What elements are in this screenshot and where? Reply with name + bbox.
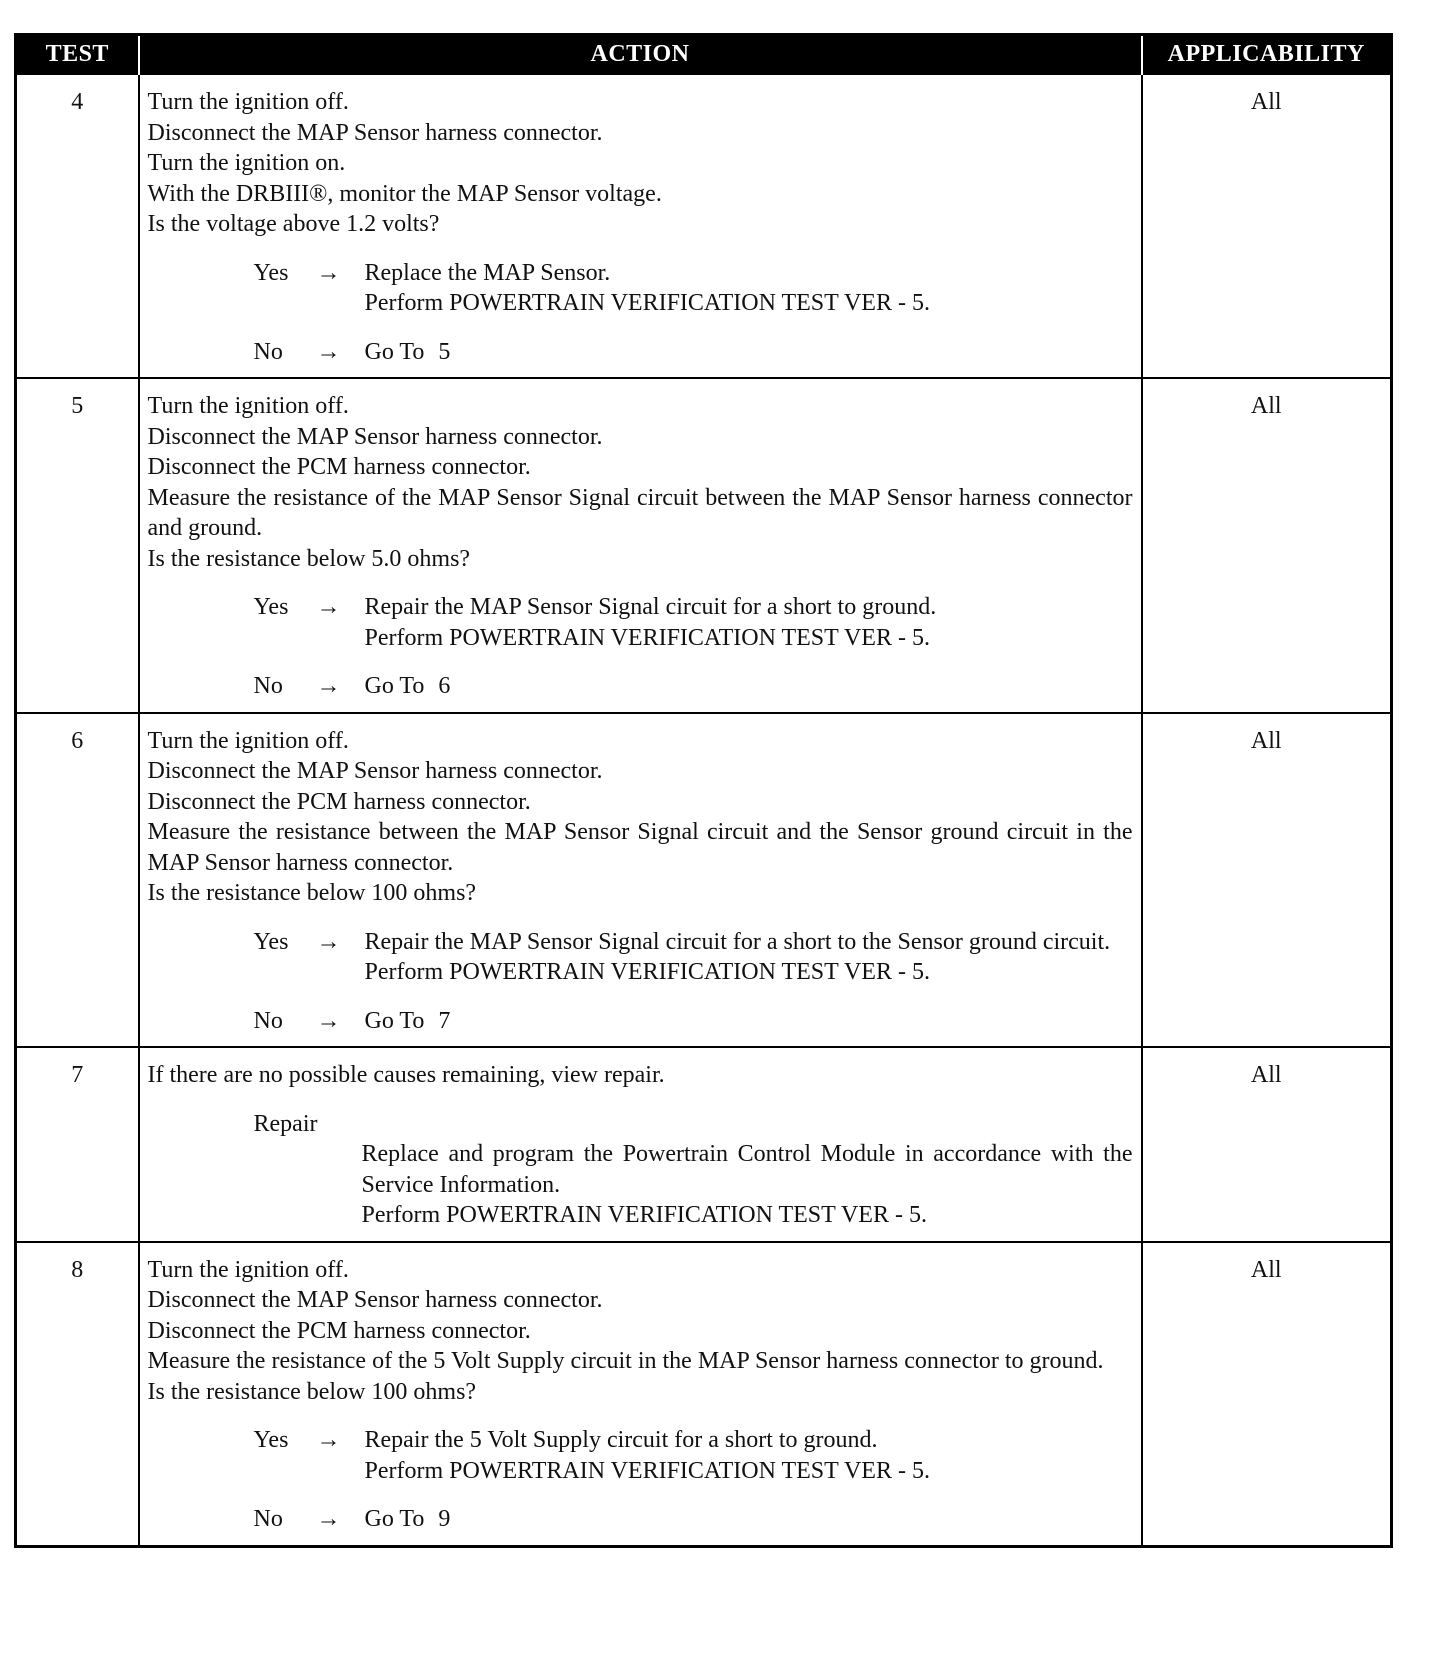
header-action: ACTION bbox=[139, 35, 1142, 75]
step-text: Measure the resistance between the MAP Sensor Signal circuit and the Sensor ground circuit in the MAP Sensor harness connector. bbox=[147, 819, 1133, 876]
step-question: Is the voltage above 1.2 volts? bbox=[147, 211, 440, 237]
test-row bbox=[16, 74, 1392, 378]
yes-label: Yes bbox=[253, 594, 289, 620]
step-text: Disconnect the PCM harness connector. bbox=[147, 454, 531, 480]
no-label: No bbox=[253, 1007, 283, 1034]
yes-label: Yes bbox=[253, 1427, 289, 1453]
step-text: Turn the ignition off. bbox=[147, 727, 349, 754]
goto-text: Go To bbox=[364, 1007, 425, 1034]
step-text: Measure the resistance of the MAP Sensor Signal circuit between the MAP Sensor harness connector and ground. bbox=[147, 484, 1133, 541]
test-row bbox=[16, 1242, 1392, 1547]
repair-text: Replace and program the Powertrain Control Module in accordance with the Service Information. bbox=[361, 1141, 1133, 1198]
action-cell bbox=[139, 713, 1142, 1048]
action-cell bbox=[139, 378, 1142, 713]
arrow-right-icon: → bbox=[316, 1427, 341, 1453]
goto-text: Go To bbox=[364, 673, 425, 699]
step-question: Is the resistance below 5.0 ohms? bbox=[147, 545, 471, 572]
test-number: 7 bbox=[16, 1047, 139, 1242]
no-label: No bbox=[253, 338, 283, 365]
yes-branch bbox=[254, 592, 1133, 653]
arrow-right-icon: → bbox=[316, 673, 341, 699]
step-text: Disconnect the PCM harness connector. bbox=[147, 788, 531, 815]
test-row bbox=[16, 378, 1392, 713]
no-branch bbox=[254, 1504, 1133, 1535]
applicability-value: All bbox=[1142, 713, 1392, 1048]
yes-result: Perform POWERTRAIN VERIFICATION TEST VER - 5. bbox=[364, 290, 930, 316]
arrow-right-icon: → bbox=[316, 259, 341, 286]
yes-label: Yes bbox=[253, 928, 289, 955]
step-text: Disconnect the MAP Sensor harness connector. bbox=[147, 423, 603, 450]
test-number: 8 bbox=[16, 1242, 139, 1547]
goto-target: 5 bbox=[438, 338, 451, 365]
goto-target: 9 bbox=[438, 1506, 451, 1532]
yes-result: Repair the MAP Sensor Signal circuit for a short to the Sensor ground circuit. bbox=[364, 928, 1111, 955]
yes-result: Perform POWERTRAIN VERIFICATION TEST VER - 5. bbox=[364, 959, 930, 985]
repair-block bbox=[254, 1109, 1133, 1231]
header-test: TEST bbox=[16, 35, 139, 75]
step-question: Is the resistance below 100 ohms? bbox=[147, 880, 477, 906]
action-cell bbox=[139, 74, 1142, 378]
arrow-right-icon: → bbox=[316, 594, 341, 620]
applicability-value: All bbox=[1142, 1242, 1392, 1547]
arrow-right-icon: → bbox=[316, 928, 341, 955]
diagnostic-test-table bbox=[14, 33, 1393, 1548]
table-header bbox=[16, 35, 1392, 75]
no-branch bbox=[254, 671, 1133, 702]
action-cell bbox=[139, 1047, 1142, 1242]
test-row bbox=[16, 713, 1392, 1048]
goto-target: 7 bbox=[438, 1007, 451, 1034]
yes-branch bbox=[254, 258, 1133, 319]
step-text: Turn the ignition off. bbox=[147, 89, 349, 115]
step-text: Turn the ignition on. bbox=[147, 150, 346, 176]
yes-result: Repair the MAP Sensor Signal circuit for a short to ground. bbox=[364, 594, 937, 620]
arrow-right-icon: → bbox=[316, 338, 341, 365]
arrow-right-icon: → bbox=[316, 1506, 341, 1532]
yes-label: Yes bbox=[253, 259, 289, 286]
yes-result: Repair the 5 Volt Supply circuit for a short to ground. bbox=[364, 1427, 878, 1453]
test-row bbox=[16, 1047, 1392, 1242]
step-text: Turn the ignition off. bbox=[147, 393, 349, 419]
yes-branch bbox=[254, 1425, 1133, 1486]
step-question: Is the resistance below 100 ohms? bbox=[147, 1378, 477, 1405]
header-applicability: APPLICABILITY bbox=[1142, 35, 1392, 75]
applicability-value: All bbox=[1142, 378, 1392, 713]
step-text: Measure the resistance of the 5 Volt Supply circuit in the MAP Sensor harness connector to ground. bbox=[147, 1348, 1104, 1374]
no-branch bbox=[254, 337, 1133, 368]
step-text: Disconnect the MAP Sensor harness connector. bbox=[147, 1287, 603, 1313]
step-text: Disconnect the PCM harness connector. bbox=[147, 1317, 531, 1344]
step-text: Disconnect the MAP Sensor harness connector. bbox=[147, 758, 603, 784]
applicability-value: All bbox=[1142, 74, 1392, 378]
test-number: 4 bbox=[16, 74, 139, 378]
yes-result: Perform POWERTRAIN VERIFICATION TEST VER - 5. bbox=[364, 624, 930, 651]
repair-text: Perform POWERTRAIN VERIFICATION TEST VER - 5. bbox=[361, 1202, 927, 1228]
goto-text: Go To bbox=[364, 1506, 425, 1532]
test-number: 6 bbox=[16, 713, 139, 1048]
step-text: With the DRBIII®, monitor the MAP Sensor voltage. bbox=[147, 180, 662, 207]
repair-label: Repair bbox=[253, 1110, 318, 1137]
applicability-value: All bbox=[1142, 1047, 1392, 1242]
no-branch bbox=[254, 1006, 1133, 1037]
test-number: 5 bbox=[16, 378, 139, 713]
step-text: Disconnect the MAP Sensor harness connector. bbox=[147, 119, 603, 146]
action-cell bbox=[139, 1242, 1142, 1547]
diagnostic-procedure-page bbox=[14, 33, 1390, 1548]
step-text: If there are no possible causes remaining, view repair. bbox=[147, 1062, 665, 1088]
step-text: Turn the ignition off. bbox=[147, 1256, 349, 1283]
yes-result: Replace the MAP Sensor. bbox=[364, 259, 611, 286]
yes-branch bbox=[254, 927, 1133, 988]
goto-target: 6 bbox=[438, 673, 451, 699]
arrow-right-icon: → bbox=[316, 1007, 341, 1034]
no-label: No bbox=[253, 1506, 283, 1532]
goto-text: Go To bbox=[364, 338, 425, 365]
yes-result: Perform POWERTRAIN VERIFICATION TEST VER - 5. bbox=[364, 1457, 930, 1484]
no-label: No bbox=[253, 673, 283, 699]
